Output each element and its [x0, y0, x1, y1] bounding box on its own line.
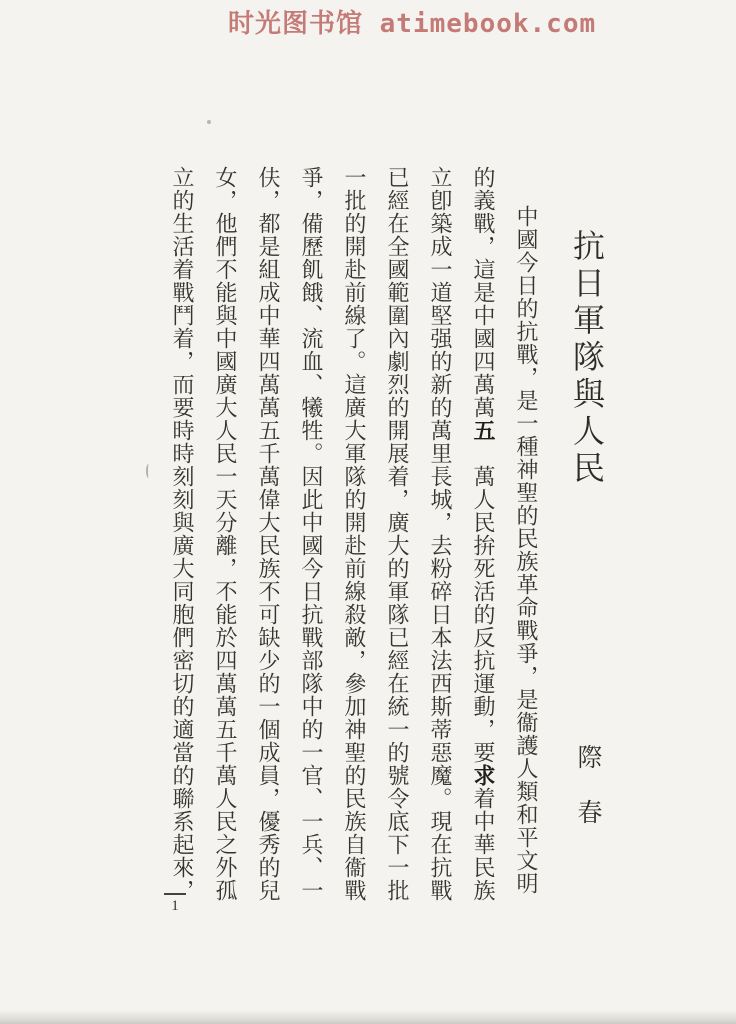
body-text: 立卽築成一道堅强的新的萬里長城，去粉碎日本法西斯蒂惡魔。現在抗戰: [428, 166, 453, 902]
text-column: [333, 166, 376, 906]
body-text: 立的生活着戰鬥着，而要時時刻刻與廣大同胞們密切的適當的聯系起來，: [170, 166, 195, 902]
scan-artifact: [146, 464, 151, 478]
text-column: [462, 166, 505, 906]
scan-edge-shadow: [0, 1010, 736, 1024]
text-column: [505, 166, 548, 906]
emphasized-text: 五: [471, 419, 496, 442]
body-text: 爭，備歷飢餓、流血、犧牲。因此中國今日抗戰部隊中的一官、一兵、一: [299, 166, 324, 902]
text-column: [161, 166, 204, 906]
library-watermark: 时光图书馆 atimebook.com: [228, 9, 597, 39]
body-text: 伕，都是組成中華四萬萬五千萬偉大民族不可缺少的一個成員，優秀的兒: [256, 166, 281, 902]
body-text: 萬人民拚死活的反抗運動，要: [471, 442, 496, 764]
body-text: 已經在全國範圍內劇烈的開展着，廣大的軍隊已經在統一的號令底下一批: [385, 166, 410, 902]
body-text: 的義戰，這是中國四萬萬: [471, 166, 496, 419]
body-text: 一批的開赴前線了。這廣大軍隊的開赴前線殺敵，參加神聖的民族自衞戰: [342, 166, 367, 902]
page-number-rule: [164, 893, 186, 895]
page-title: 抗日軍隊與人民: [569, 229, 605, 488]
body-text: 女，他們不能與中國廣大人民一天分離，不能於四萬萬五千萬人民之外孤: [213, 166, 238, 902]
text-column: [419, 166, 462, 906]
body-text: 着中華民族: [471, 787, 496, 902]
author-name: 際春: [574, 744, 601, 854]
text-column: [376, 166, 419, 906]
scan-artifact: [207, 120, 211, 124]
page-number-value: 1: [171, 898, 179, 914]
emphasized-text: 求: [471, 764, 496, 787]
text-columns: [161, 166, 548, 906]
page-number: [162, 893, 188, 914]
text-column: [290, 166, 333, 906]
text-column: [204, 166, 247, 906]
text-column: [247, 166, 290, 906]
body-text: 中國今日的抗戰，是一種神聖的民族革命戰爭，是衞護人類和平文明: [514, 205, 539, 895]
